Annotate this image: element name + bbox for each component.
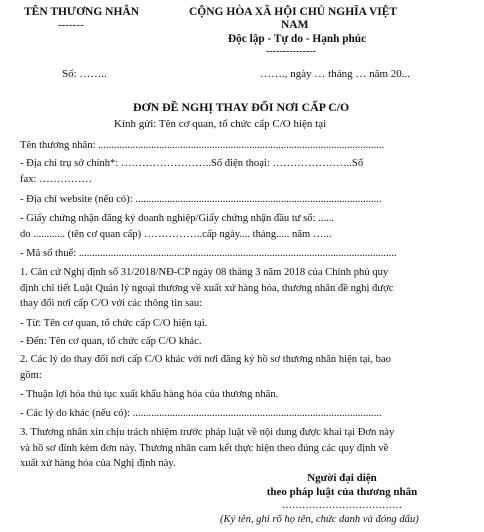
field-tax-code: - Mã số thuế: ........................................................................................................................ xyxy=(20,248,397,259)
reason-other: - Các lý do khác (nếu có): .............................................................................................. xyxy=(20,408,382,419)
paragraph-3-line2: và hồ sơ đính kèm đơn này. Thương nhân cam kết thực hiện theo đúng các quy định về xyxy=(20,443,389,454)
paragraph-2-line1: 2. Các lý do thay đổi nơi cấp C/O khác với nơi đăng ký hồ sơ thương nhân hiện tại, bao xyxy=(20,354,391,365)
merchant-title: TÊN THƯƠNG NHÂN xyxy=(24,6,140,18)
paragraph-1-line3: thay đổi nơi cấp C/O với các thông tin sau: xyxy=(20,298,203,309)
paragraph-1-line2: định chi tiết Luật Quản lý ngoại thương về xuất xứ hàng hóa, thương nhân đề nghị được xyxy=(20,283,394,294)
to-line: - Đến: Tên cơ quan, tổ chức cấp C/O khác. xyxy=(20,336,202,347)
motto: Độc lập - Tự do - Hạnh phúc xyxy=(228,33,367,45)
field-hq-address-phone: - Địa chỉ trụ sở chính*: ……………………..Số điện thoại: …………………..Số xyxy=(20,158,364,169)
from-line: - Từ: Tên cơ quan, tổ chức cấp C/O hiện tại. xyxy=(20,318,208,329)
country-name-line1: CỘNG HÒA XÃ HỘI CHỦ NGHĨA VIỆT xyxy=(189,6,398,18)
recipient-line: Kính gửi: Tên cơ quan, tổ chức cấp C/O hiện tại xyxy=(114,118,327,130)
motto-dashes: --------------- xyxy=(266,46,316,57)
reason-1: - Thuận lợi hóa thủ tục xuất khẩu hàng hóa của thương nhân. xyxy=(20,389,279,400)
signature-title-line2: theo pháp luật của thương nhân xyxy=(266,486,418,498)
field-business-cert-line2: do ............ (tên cơ quan cấp) ……………..cấp ngày.... tháng..... năm …... xyxy=(20,229,332,240)
field-merchant-name: Tên thương nhân: ............................................................................................................ xyxy=(20,140,385,151)
document-number: Số: …….. xyxy=(62,68,107,80)
signature-dots: ……………………………… xyxy=(282,500,402,511)
merchant-dashes: ------- xyxy=(58,19,84,31)
document-date: ……., ngày … tháng … năm 20... xyxy=(260,68,411,80)
paragraph-1-line1: 1. Căn cứ Nghị định số 31/2018/NĐ-CP ngày 08 tháng 3 năm 2018 của Chính phủ quy xyxy=(20,267,389,278)
signature-note: (Ký tên, ghi rõ họ tên, chức danh và đóng dấu) xyxy=(220,514,419,525)
field-fax: fax: …………… xyxy=(20,174,93,185)
paragraph-3-line1: 3. Thương nhân xin chịu trách nhiệm trước pháp luật về nội dung được khai tại Đơn này xyxy=(20,427,395,438)
paragraph-3-line3: xuất xứ hàng hóa của Nghị định này. xyxy=(20,458,176,469)
paragraph-2-line2: gồm: xyxy=(20,370,42,381)
field-website: - Địa chỉ website (nếu có): ............................................................................................. xyxy=(20,194,382,205)
signature-title-line1: Người đại diện xyxy=(307,472,377,484)
country-name-line2: NAM xyxy=(281,19,309,31)
page-title: ĐƠN ĐỀ NGHỊ THAY ĐỔI NƠI CẤP C/O xyxy=(133,100,350,114)
field-business-cert-line1: - Giấy chứng nhận đăng ký doanh nghiệp/Giấy chứng nhận đầu tư số: ...... xyxy=(20,213,335,224)
